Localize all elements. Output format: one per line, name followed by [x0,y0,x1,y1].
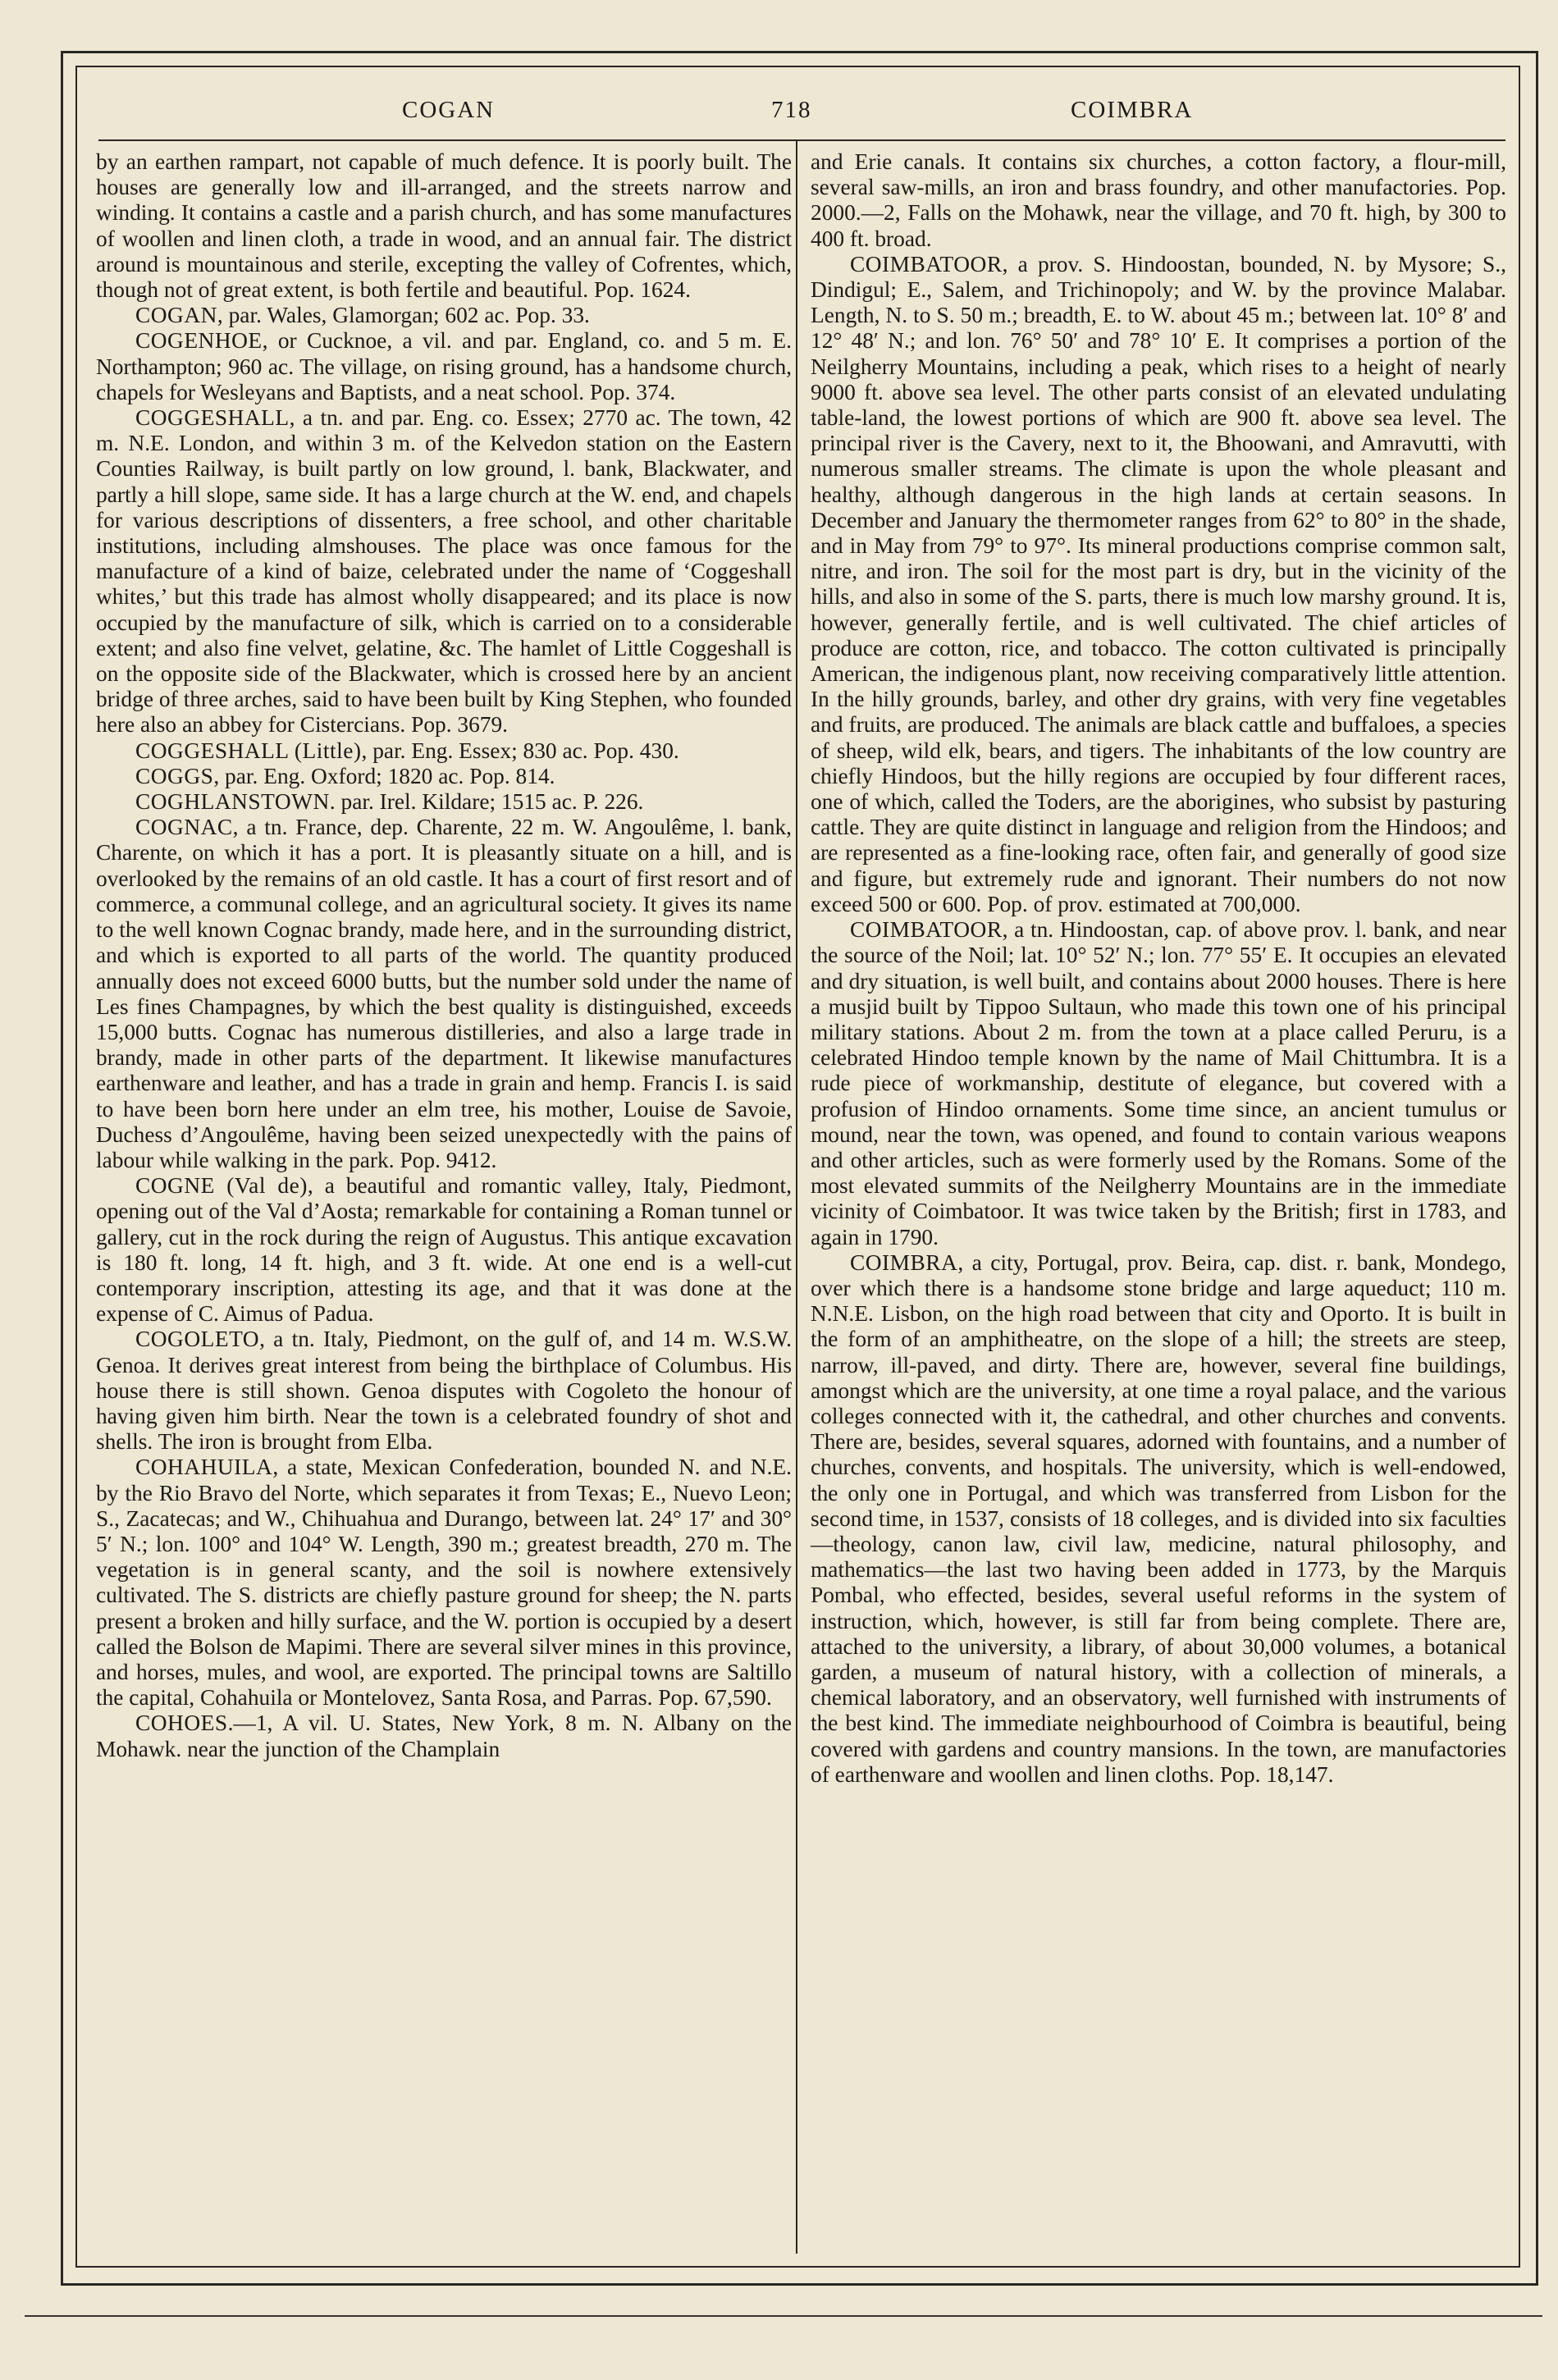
page-number: 718 [771,97,812,123]
left-column [96,149,792,1762]
entry-headword: COGENHOE [135,328,263,354]
entry-headword: COHAHUILA [135,1455,273,1480]
entry-headword: COGGESHALL [135,405,290,431]
entry-paragraph: by an earthen rampart, not capable of much defence. It is poorly built. The houses are generally low and ill-arranged, and the streets narrow and winding. It contains a castle and a parish church, and has some manufactures of woollen and linen cloth, a trade in wood, and an annual fair. The district around is mountainous and sterile, excepting the valley of Cofrentes, which, though not of great extent, is both fertile and beautiful. Pop. 1624. [96,149,792,303]
header-right-word: COIMBRA [1071,97,1194,123]
entry-headword: COGOLETO [135,1327,260,1352]
right-column [811,149,1506,1788]
header-left-word: COGAN [402,97,496,123]
entry-paragraph: COHOES.—1, A vil. U. States, New York, 8 m. N. Albany on the Mohawk. near the junction of the Champlain [96,1711,792,1761]
entry-headword: COGNE (Val de) [135,1173,308,1199]
entry-paragraph: COGGS, par. Eng. Oxford; 1820 ac. Pop. 814. [135,763,555,788]
entry-paragraph: COGGESHALL (Little), par. Eng. Essex; 830 ac. Pop. 430. [135,738,679,763]
entry-paragraph: COGNAC, a tn. France, dep. Charente, 22 m. W. Angoulême, l. bank, Charente, on which it has a port. It is pleasantly situate on a hill, and is overlooked by the remains of an old castle. It has a court of first resort and of commerce, a communal college, and an agricultural society. It gives its name to the well known Cognac brandy, made here, and in the surrounding district, and which is exported to all parts of the world. The quantity produced annually does not exceed 6000 butts, but the number sold under the name of Les fines Champagnes, by which the best quality is distinguished, exceeds 15,000 butts. Cognac has numerous distilleries, and also a large trade in brandy, made in other parts of the department. It likewise manufactures earthenware and leather, and has a trade in grain and hemp. Francis I. is said to have been born here under an elm tree, his mother, Louise de Savoie, Duchess d’Angoulême, having been seized unexpectedly with the pains of labour while walking in the park. Pop. 9412. [96,815,792,1172]
bottom-rule [25,2315,1542,2317]
entry-headword: COGGESHALL (Little) [135,738,362,763]
entry-headword: COHOES [135,1711,228,1736]
entry-paragraph: COIMBRA, a city, Portugal, prov. Beira, cap. dist. r. bank, Mondego, over which there is a handsome stone bridge and large aqueduct; 110 m. N.N.E. Lisbon, on the high road between that city and Oporto. It is built in the form of an amphitheatre, on the slope of a hill; the streets are steep, narrow, ill-paved, and dirty. There are, however, several fine buildings, amongst which are the university, at one time a royal palace, and the various colleges connected with it, the cathedral, and other churches and convents. There are, besides, several squares, adorned with fountains, and a number of churches, convents, and hospitals. The university, which is well-endowed, the only one in Portugal, and which was transferred from Lisbon for the second time, in 1537, consists of 18 colleges, and is divided into six faculties—theology, canon law, civil law, medicine, natural philosophy, and mathematics—the last two having been added in 1773, by the Marquis Pombal, who effected, besides, several useful reforms in the system of instruction, which, however, is still far from being complete. There are, attached to the university, a library, of about 30,000 volumes, a botanical garden, a museum of natural history, with a collection of minerals, a chemical laboratory, and an observatory, well furnished with instruments of the best kind. The immediate neighbourhood of Coimbra is beautiful, being covered with gardens and country mansions. In the town, are manufactories of earthenware and woollen and linen cloths. Pop. 18,147. [811,1249,1506,1787]
entry-paragraph: COIMBATOOR, a prov. S. Hindoostan, bounded, N. by Mysore; S., Dindigul; E., Salem, and Trichinopoly; and W. by the province Malabar. Length, N. to S. 50 m.; breadth, E. to W. about 45 m.; between lat. 10° 8′ and 12° 48′ N.; and lon. 76° 50′ and 78° 10′ E. It comprises a portion of the Neilgherry Mountains, including a peak, which rises to a height of nearly 9000 ft. above sea level. The other parts consist of an elevated undulating table-land, the lowest portions of which are 900 ft. above sea level. The principal river is the Cavery, next to it, the Bhoowani, and Amravutti, with numerous smaller streams. The climate is upon the whole pleasant and healthy, although dangerous in the high lands at certain seasons. In December and January the thermometer ranges from 62° to 80° in the shade, and in May from 79° to 97°. Its mineral productions comprise common salt, nitre, and iron. The soil for the most part is dry, but in the vicinity of the hills, and also in some of the S. parts, there is much low marshy ground. It is, however, generally fertile, and is well cultivated. The chief articles of produce are cotton, rice, and tobacco. The cotton cultivated is principally American, the indigenous plant, now receiving comparatively little attention. In the hilly grounds, barley, and other dry grains, with very fine vegetables and fruits, are produced. The animals are black cattle and buffaloes, a species of sheep, wild elk, bears, and tigers. The inhabitants of the low country are chiefly Hindoos, but the hilly regions are occupied by four different races, one of which, called the Toders, are the aborigines, who subsist by pasturing cattle. They are quite distinct in language and religion from the Hindoos; and are represented as a fine-looking race, often fair, and generally of good size and figure, but extremely rude and ignorant. Their numbers do not now exceed 500 or 600. Pop. of prov. estimated at 700,000. [811,251,1506,916]
running-header [107,89,1501,130]
header-rule [98,139,1505,141]
entry-headword: COGNAC [135,815,233,840]
entry-paragraph: COGAN, par. Wales, Glamorgan; 602 ac. Pop. 33. [135,303,590,328]
entry-paragraph: and Erie canals. It contains six churches, a cotton factory, a flour-mill, several saw-mills, an iron and brass foundry, and other manufactories. Pop. 2000.—2, Falls on the Mohawk, near the village, and 70 ft. high, by 300 to 400 ft. broad. [811,149,1506,251]
entry-paragraph: COGENHOE, or Cucknoe, a vil. and par. England, co. and 5 m. E. Northampton; 960 ac. The village, on rising ground, has a handsome church, chapels for Wesleyans and Baptists, and a neat school. Pop. 374. [96,328,792,404]
entry-headword: COIMBATOOR [850,917,1003,943]
entry-headword: COIMBATOOR [850,251,1003,276]
entry-headword: COGHLANSTOWN [135,789,330,815]
entry-headword: COIMBRA [850,1249,958,1275]
entry-paragraph: COGOLETO, a tn. Italy, Piedmont, on the gulf of, and 14 m. W.S.W. Genoa. It derives great interest from being the birthplace of Columbus. His house there is still shown. Genoa disputes with Cogoleto the honour of having given him birth. Near the town is a celebrated foundry of shot and shells. The iron is brought from Elba. [96,1327,792,1455]
entry-headword: COGGS [135,763,214,788]
entry-paragraph: COIMBATOOR, a tn. Hindoostan, cap. of above prov. l. bank, and near the source of the Noil; lat. 10° 52′ N.; lon. 77° 55′ E. It occupies an elevated and dry situation, is well built, and contains about 2000 houses. There is here a musjid built by Tippoo Sultaun, who made this town one of his principal military stations. About 2 m. from the town at a place called Peruru, is a celebrated Hindoo temple known by the name of Mail Chittumbra. It is a rude piece of workmanship, destitute of elegance, but covered with a profusion of Hindoo ornaments. Some time since, an ancient tumulus or mound, near the town, was opened, and found to contain various weapons and other articles, such as were formerly used by the Romans. Some of the most elevated summits of the Neilgherry Mountains are in the immediate vicinity of Coimbatoor. It was twice taken by the British; first in 1783, and again in 1790. [811,917,1506,1249]
entry-paragraph: COGGESHALL, a tn. and par. Eng. co. Essex; 2770 ac. The town, 42 m. N.E. London, and within 3 m. of the Kelvedon station on the Eastern Counties Railway, is built partly on low ground, l. bank, Blackwater, and partly a hill slope, same side. It has a large church at the W. end, and chapels for various descriptions of dissenters, a free school, and other charitable institutions, including almshouses. The place was once famous for the manufacture of a kind of baize, celebrated under the name of ‘Coggeshall whites,’ but this trade has almost wholly disappeared; and its place is now occupied by the manufacture of silk, which is carried on to a considerable extent; and also fine velvet, gelatine, &c. The hamlet of Little Coggeshall is on the opposite side of the Blackwater, which is crossed here by an ancient bridge of three arches, said to have been built by King Stephen, who founded here also an abbey for Cistercians. Pop. 3679. [96,405,792,738]
entry-headword: COGAN [135,303,217,328]
entry-paragraph: COGNE (Val de), a beautiful and romantic valley, Italy, Piedmont, opening out of the Val d’Aosta; remarkable for containing a Roman tunnel or gallery, cut in the rock during the reign of Augustus. This antique excavation is 180 ft. long, 14 ft. high, and 3 ft. wide. At one end is a well-cut contemporary inscription, attesting its age, and that it was done at the expense of C. Aimus of Padua. [96,1173,792,1327]
entry-paragraph: COGHLANSTOWN. par. Irel. Kildare; 1515 ac. P. 226. [135,789,644,815]
entry-paragraph: COHAHUILA, a state, Mexican Confederation, bounded N. and N.E. by the Rio Bravo del Norte, which separates it from Texas; E., Nuevo Leon; S., Zacatecas; and W., Chihuahua and Durango, between lat. 24° 17′ and 30° 5′ N.; lon. 100° and 104° W. Length, 390 m.; greatest breadth, 270 m. The vegetation is in general scanty, and the soil is nowhere extensively cultivated. The S. districts are chiefly pasture ground for sheep; the N. parts present a broken and hilly surface, and the W. portion is occupied by a desert called the Bolson de Mapimi. There are several silver mines in this province, and horses, mules, and wool, are exported. The principal towns are Saltillo the capital, Cohahuila or Montelovez, Santa Rosa, and Parras. Pop. 67,590. [96,1455,792,1711]
column-divider [796,141,797,2254]
